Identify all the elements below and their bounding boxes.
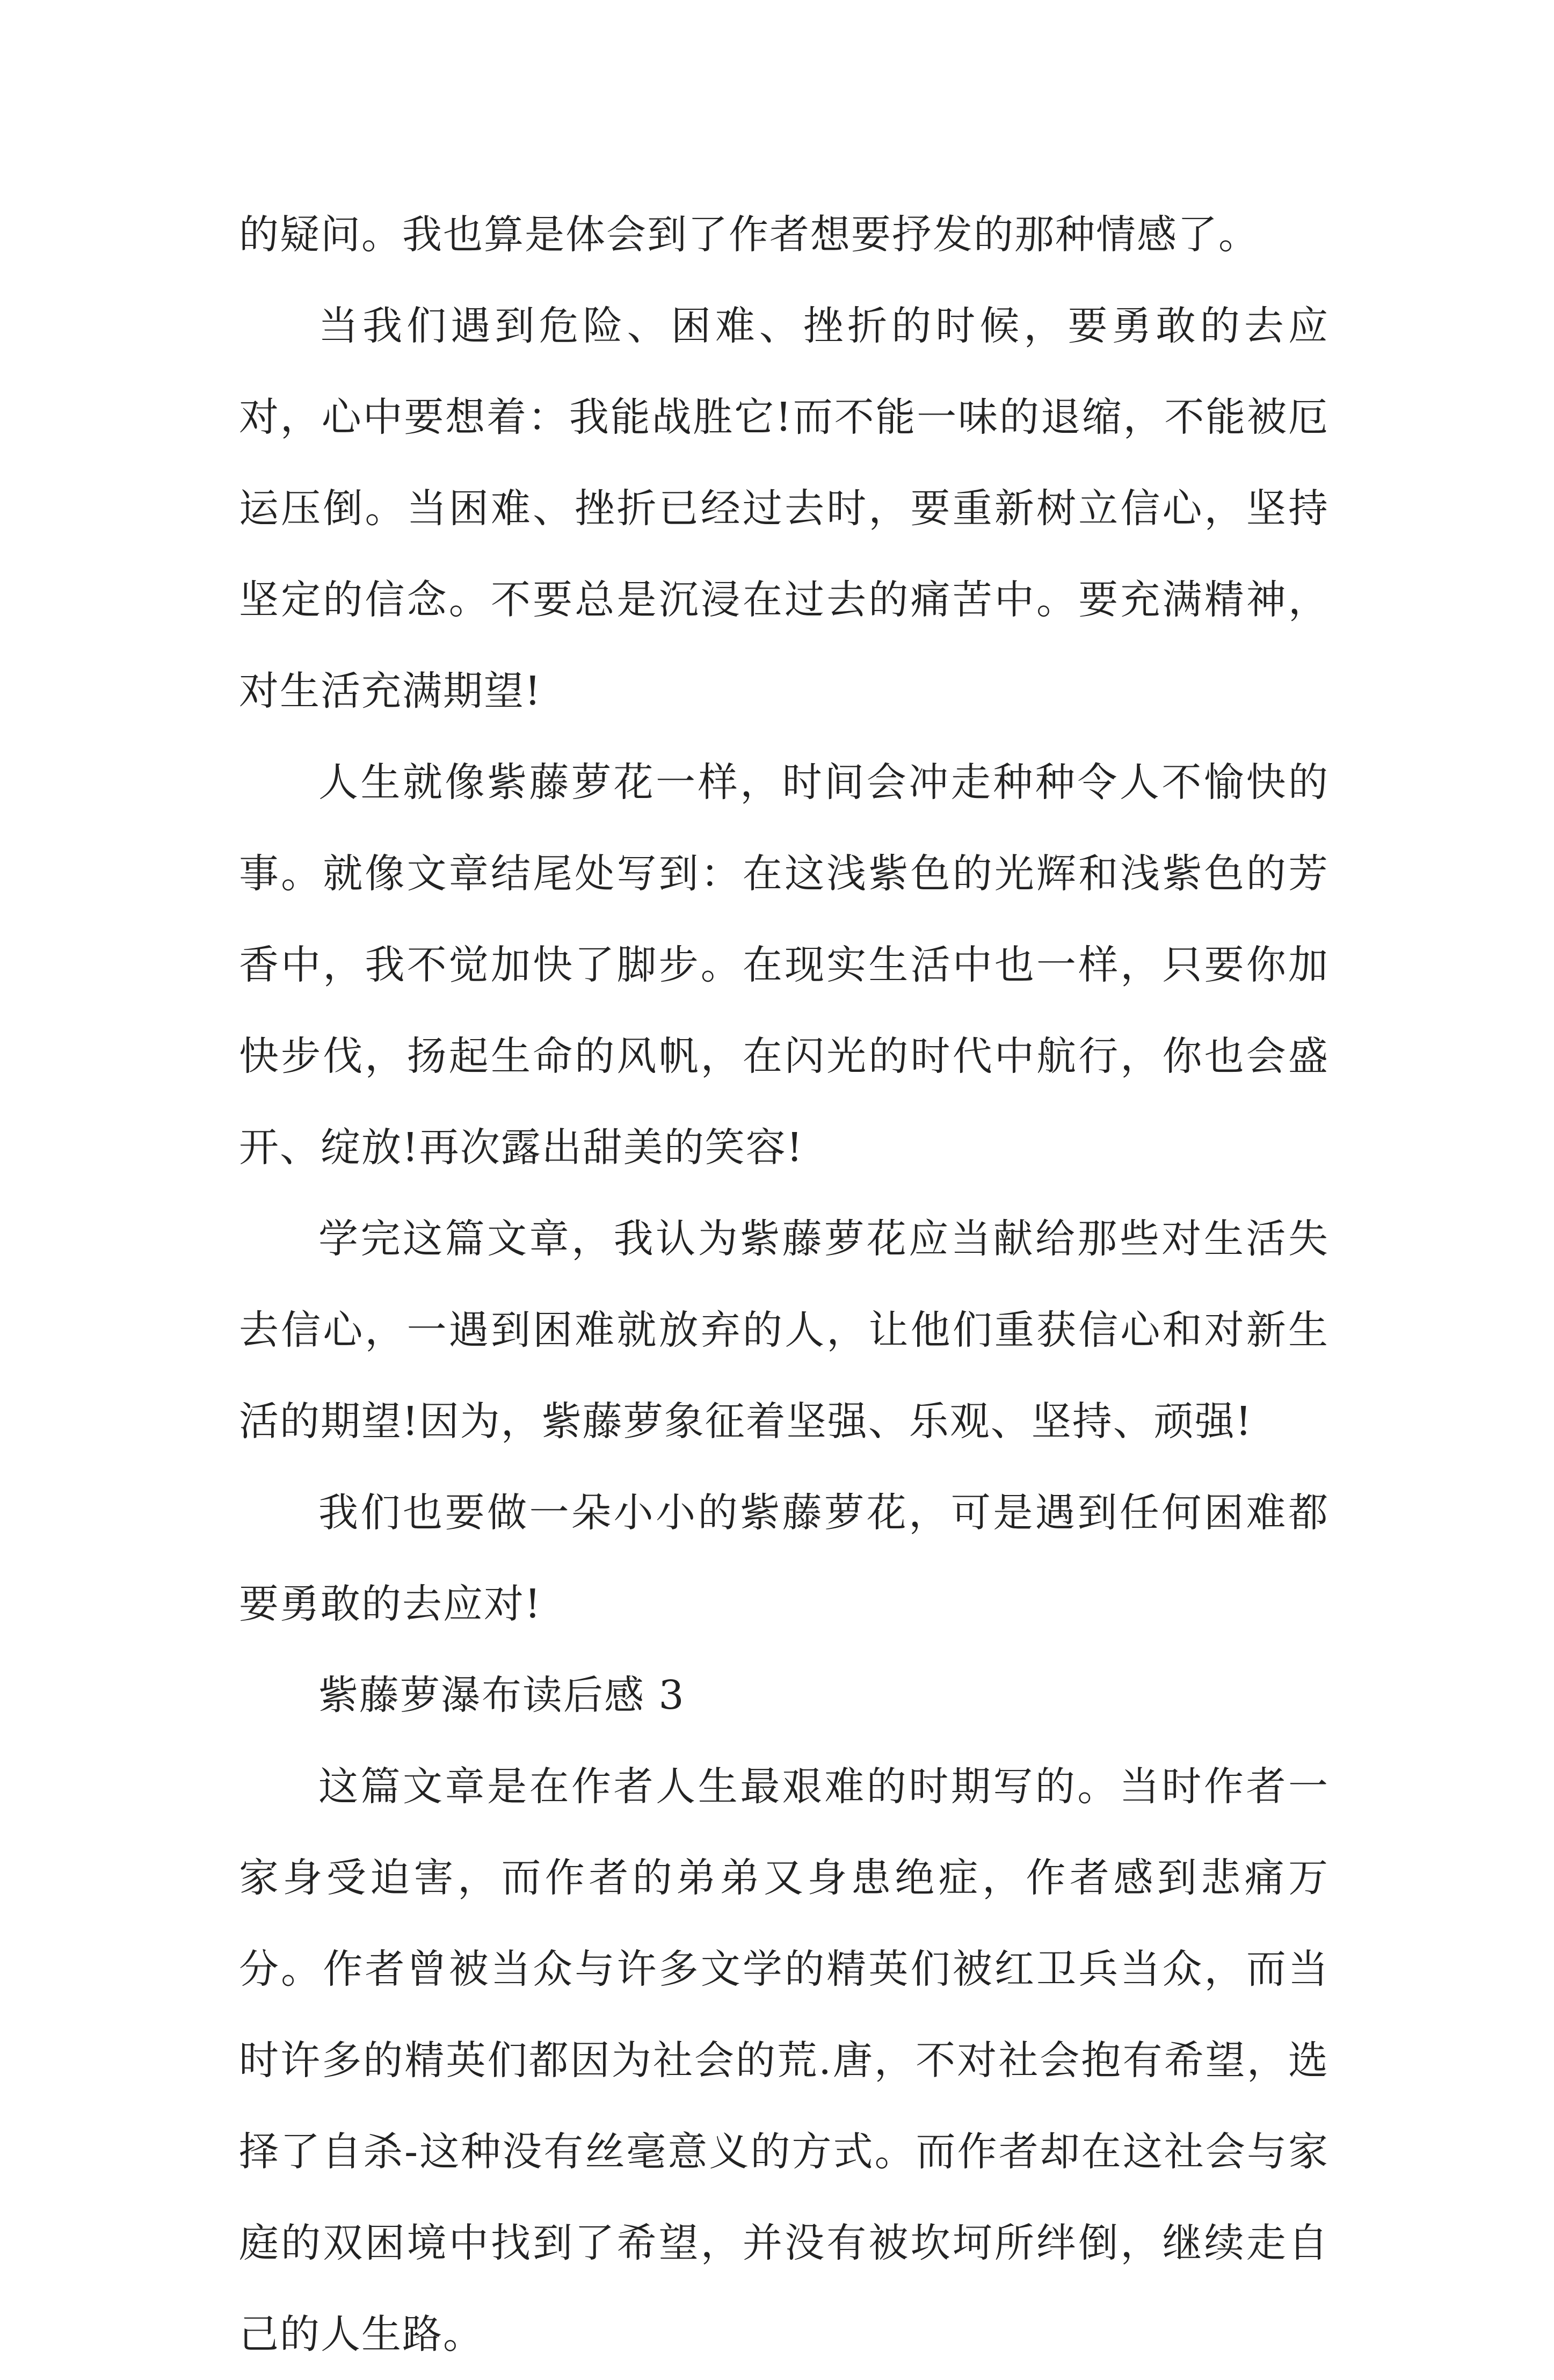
paragraph-continued: 的疑问。我也算是体会到了作者想要抒发的那种情感了。 — [239, 212, 1259, 258]
paragraph: 人生就像紫藤萝花一样，时间会冲走种种令人不愉快的事。就像文章结尾处写到：在这浅紫色的光辉和浅紫色的芳香中，我不觉加快了脚步。在现实生活中也一样，只要你加快步伐，扬起生命的风帆，在闪光的时代中航行，你也会盛开、绽放!再次露出甜美的笑容! — [239, 759, 1329, 1171]
paragraph: 学完这篇文章，我认为紫藤萝花应当献给那些对生活失去信心，一遇到困难就放弃的人，让他们重获信心和对新生活的期望!因为，紫藤萝象征着坚强、乐观、坚持、顽强! — [239, 1216, 1329, 1445]
paragraph: 我们也要做一朵小小的紫藤萝花，可是遇到任何困难都要勇敢的去应对! — [239, 1490, 1329, 1627]
document-body — [239, 189, 1329, 2380]
paragraph: 这篇文章是在作者人生最艰难的时期写的。当时作者一家身受迫害，而作者的弟弟又身患绝症，作者感到悲痛万分。作者曾被当众与许多文学的精英们被红卫兵当众，而当时许多的精英们都因为社会的荒.唐，不对社会抱有希望，选择了自杀-这种没有丝毫意义的方式。而作者却在这社会与家庭的双困境中找到了希望，并没有被坎坷所绊倒，继续走自己的人生路。 — [239, 1764, 1329, 2357]
section-heading: 紫藤萝瀑布读后感 3 — [318, 1672, 685, 1718]
paragraph: 当我们遇到危险、困难、挫折的时候，要勇敢的去应对，心中要想着：我能战胜它!而不能一味的退缩，不能被厄运压倒。当困难、挫折已经过去时，要重新树立信心，坚持坚定的信念。不要总是沉浸在过去的痛苦中。要充满精神，对生活充满期望! — [239, 303, 1329, 714]
